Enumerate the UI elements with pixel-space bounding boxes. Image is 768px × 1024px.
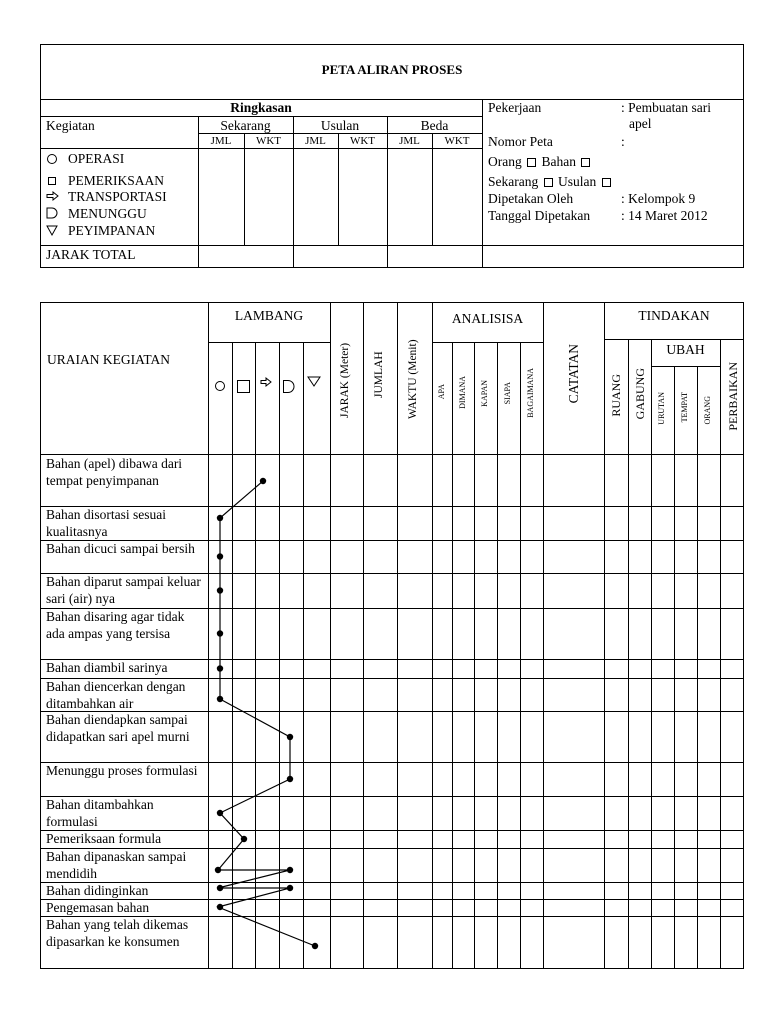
ubah-orang: ORANG [703,396,712,425]
flow-point [217,885,223,891]
flow-point [217,696,223,702]
sub-wkt: WKT [444,135,470,147]
process-step-text: Menunggu proses formulasi [46,763,198,778]
process-step-text: Bahan diencerkan dengan ditambahkan air [46,679,186,711]
summary-title: Ringkasan [230,100,292,115]
process-step-text: Bahan (apel) dibawa dari tempat penyimpanan [46,456,183,488]
sub-wkt: WKT [349,135,376,147]
ubah-urutan: URUTAN [657,392,666,425]
pekerjaan-value: : Pembuatan sari [621,100,711,115]
nomor-peta-label: Nomor Peta [488,134,553,149]
kegiatan-label: Kegiatan [46,118,95,133]
flow-point [217,553,223,559]
flow-point [260,478,266,484]
process-step-text: Bahan ditambahkan formulasi [46,797,154,829]
jarak-header: JARAK (Meter) [339,342,351,418]
sub-jml: JML [399,135,420,147]
nomor-peta-value: : [621,134,625,149]
flow-point [312,943,318,949]
group-sekarang: Sekarang [220,118,271,133]
catatan-header: CATATAN [566,344,581,404]
analisisa-dimana: DIMANA [458,376,467,409]
tindakan-ruang: RUANG [609,374,623,417]
flow-point [217,515,223,521]
analisisa-apa: APA [437,384,446,400]
page-title: PETA ALIRAN PROSES [321,62,463,77]
analisisa-kapan: KAPAN [480,380,489,407]
ubah-tempat: TEMPAT [680,392,689,423]
process-step-text: Bahan diendapkan sampai didapatkan sari apel murni [46,712,190,744]
usulan-label: Usulan [557,174,597,189]
jarak-total-label: JARAK TOTAL [46,247,136,262]
analisisa-header: ANALISISA [451,311,524,326]
tanggal-value: : 14 Maret 2012 [621,208,708,223]
process-step-text: Bahan diparut sampai keluar sari (air) nya [46,574,201,606]
process-step-text: Bahan dipanaskan sampai mendidih [46,849,187,881]
group-beda: Beda [420,118,449,133]
peyimpanan-icon [308,377,320,386]
dipetakan-label: Dipetakan Oleh [488,191,574,206]
tindakan-perbaikan: PERBAIKAN [726,362,740,431]
pekerjaan-label: Pekerjaan [488,100,542,115]
jumlah-header: JUMLAH [373,351,385,399]
operasi-icon [216,382,225,391]
activity-operasi: OPERASI [68,151,125,166]
pemeriksaan-icon [238,381,250,393]
sub-jml: JML [305,135,326,147]
tindakan-header: TINDAKAN [638,308,710,323]
sub-wkt: WKT [255,135,282,147]
flow-point [287,734,293,740]
flow-point [287,867,293,873]
sub-jml: JML [210,135,232,147]
flow-point [217,810,223,816]
waktu-header: WAKTU (Menit) [407,339,419,419]
process-step-text: Bahan disortasi sesuai kualitasnya [46,507,166,539]
menunggu-icon [284,381,295,393]
ubah-header: UBAH [666,342,705,357]
analisisa-bagaimana: BAGAIMANA [526,368,535,418]
process-step-text: Bahan yang telah dikemas dipasarkan ke konsumen [46,917,189,949]
activity-peyimpanan: PEYIMPANAN [68,223,156,238]
process-step-text: Bahan diambil sarinya [46,660,168,675]
lambang-header: LAMBANG [234,308,304,323]
process-step-text: Bahan disaring agar tidak ada ampas yang tersisa [46,609,185,641]
bahan-label: Bahan [541,154,576,169]
flow-point [241,836,247,842]
analisisa-siapa: SIAPA [503,382,512,405]
dipetakan-value: : Kelompok 9 [621,191,696,206]
sekarang-label: Sekarang [488,174,539,189]
flow-point [215,867,221,873]
pekerjaan-value-cont: apel [629,116,652,131]
activity-menunggu: MENUNGGU [68,206,147,221]
tanggal-label: Tanggal Dipetakan [488,208,591,223]
transportasi-icon [261,378,271,386]
lambang-symbols [208,372,330,396]
process-step-text: Pemeriksaan formula [46,831,162,846]
orang-label: Orang [488,154,522,169]
flow-point [217,904,223,910]
process-step-text: Bahan dicuci sampai bersih [46,541,195,556]
group-usulan: Usulan [320,118,360,133]
flow-point [217,587,223,593]
flow-point [287,885,293,891]
flow-point [287,776,293,782]
activity-pemeriksaan: PEMERIKSAAN [68,173,165,188]
activity-transportasi: TRANSPORTASI [68,189,167,204]
process-step-text: Pengemasan bahan [46,900,150,915]
flow-point [217,665,223,671]
process-step-text: Bahan didinginkan [46,883,149,898]
uraian-header: URAIAN KEGIATAN [47,352,171,367]
flow-point [217,630,223,636]
tindakan-gabung: GABUNG [633,368,647,420]
